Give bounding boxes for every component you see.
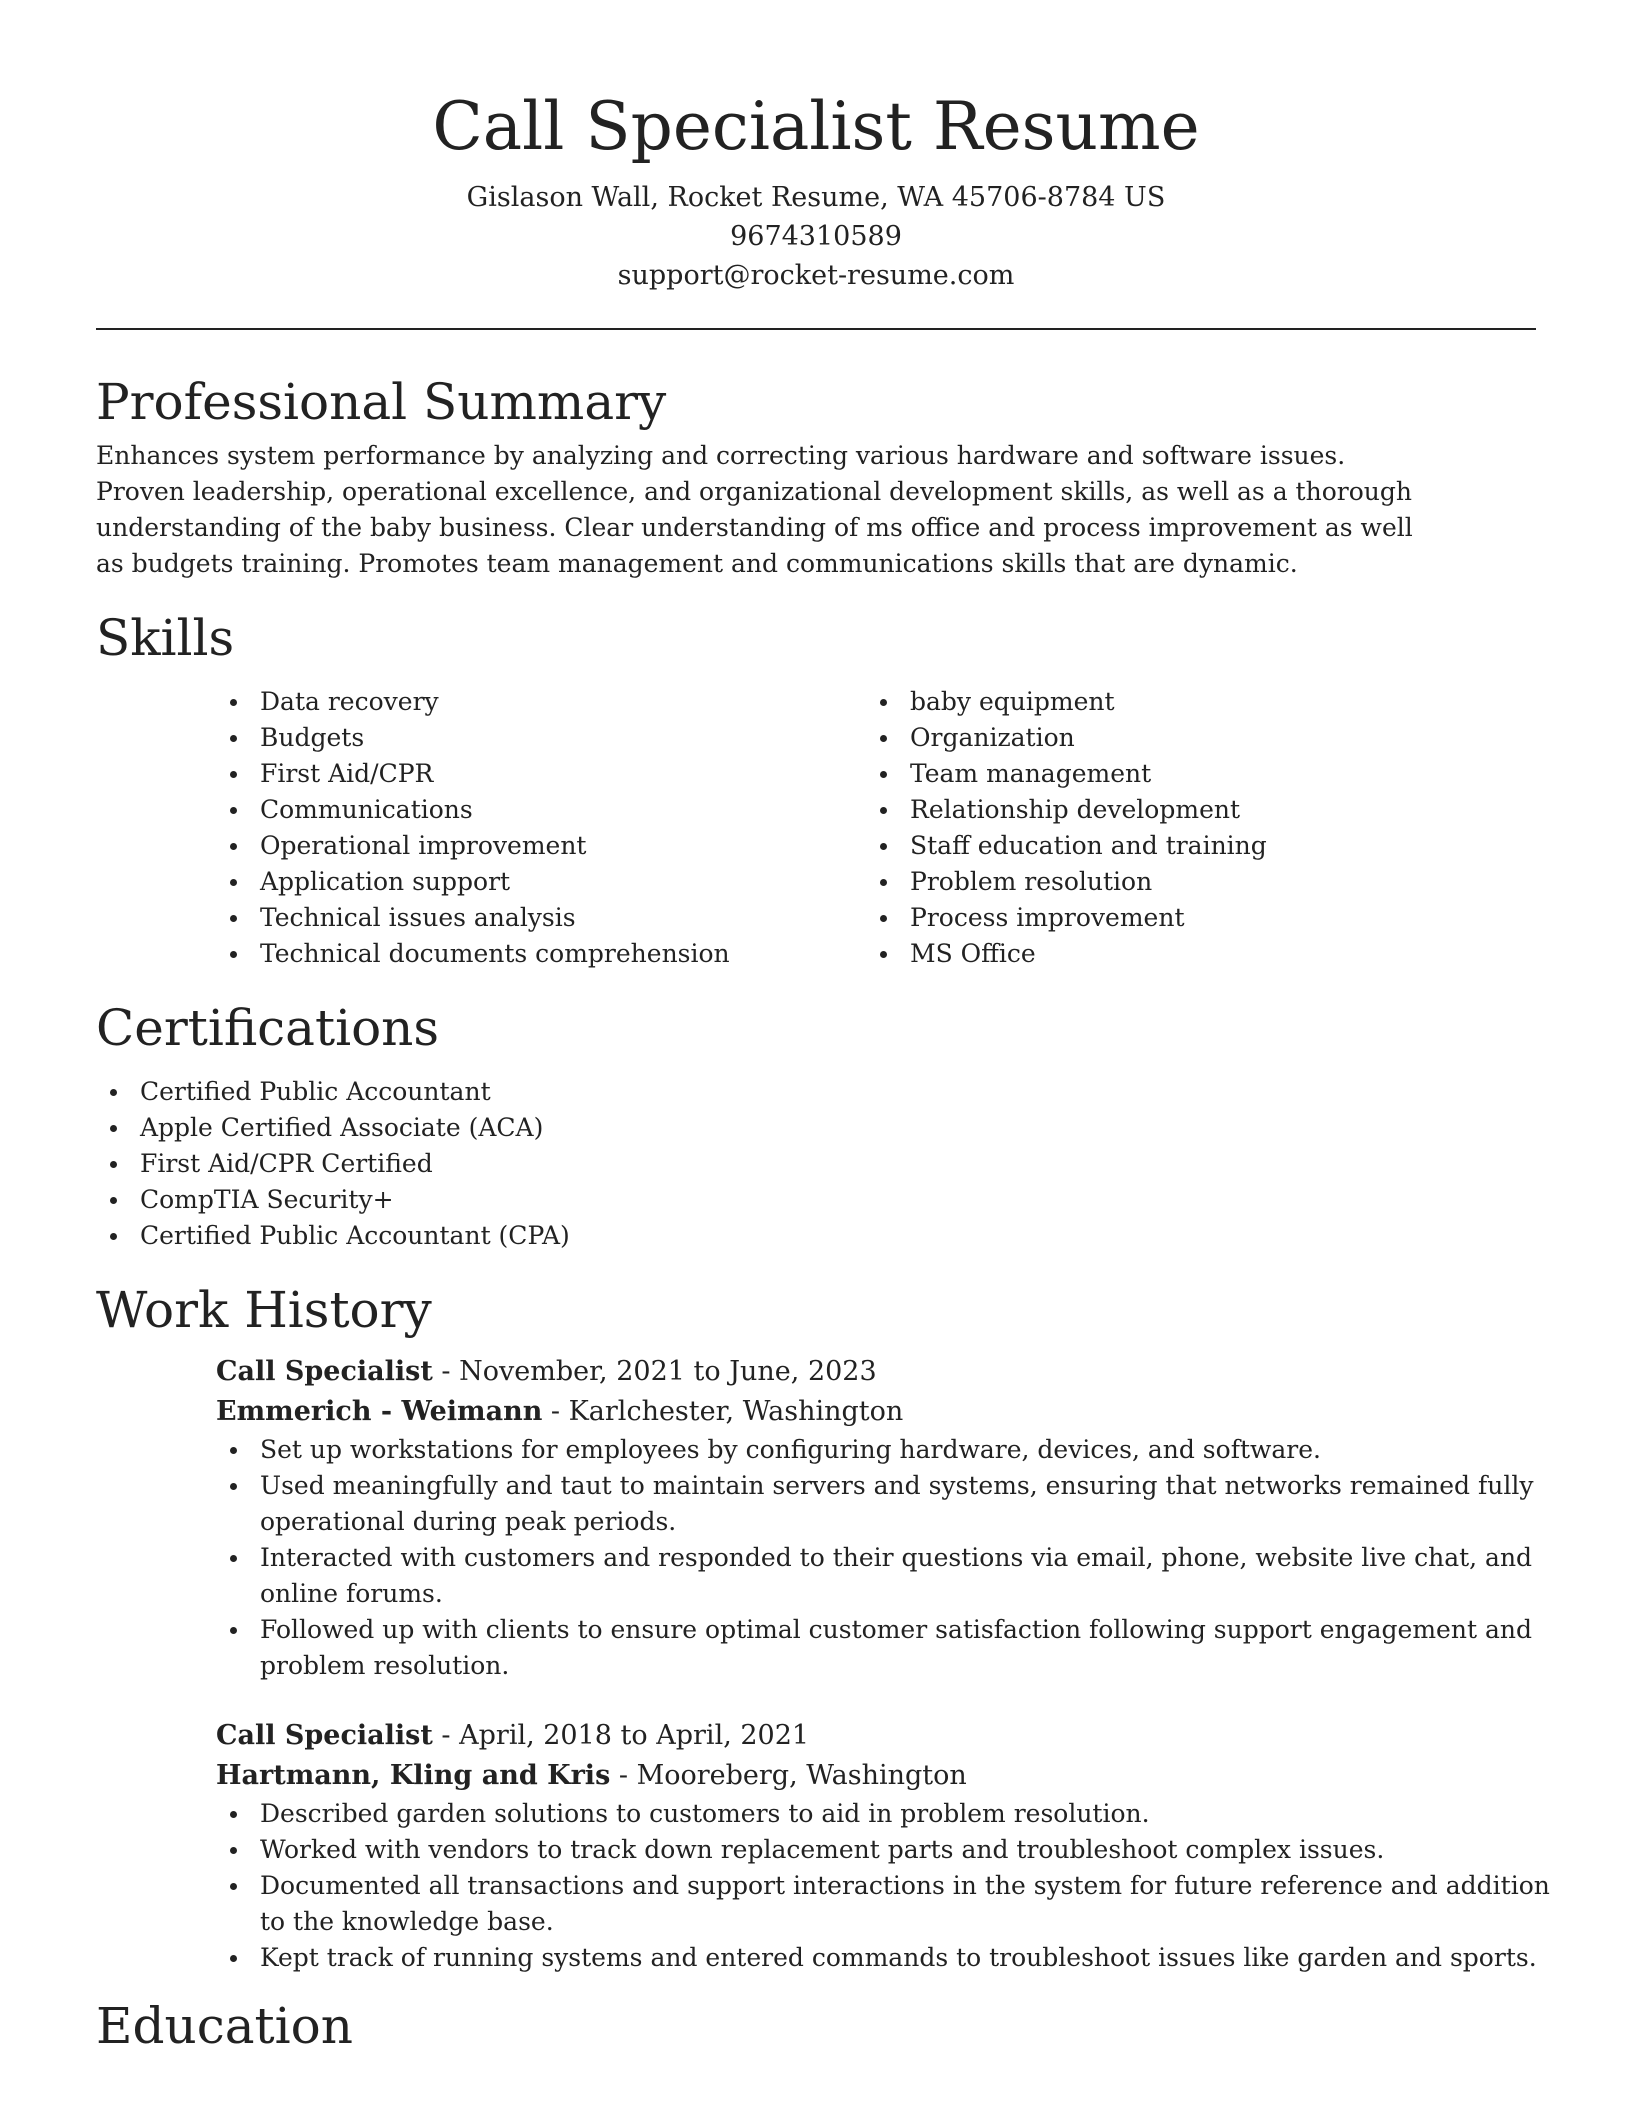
job-bullets bbox=[216, 1432, 1556, 1684]
skill-item: Budgets bbox=[216, 720, 866, 756]
job-location: - Karlchester, Washington bbox=[542, 1396, 904, 1427]
skill-item: Relationship development bbox=[866, 792, 1516, 828]
skill-item: Staff education and training bbox=[866, 828, 1516, 864]
skills-section bbox=[96, 606, 1536, 972]
page-title: Call Specialist Resume bbox=[432, 88, 1200, 165]
job-company: Hartmann, Kling and Kris bbox=[216, 1760, 611, 1791]
resume-header bbox=[96, 0, 1536, 295]
job-bullet: Interacted with customers and responded to their questions via email, phone, website live chat, and online forums. bbox=[216, 1540, 1556, 1612]
skill-item: Problem resolution bbox=[866, 864, 1516, 900]
certifications-section bbox=[96, 996, 1536, 1254]
job-company-line bbox=[216, 1392, 1536, 1432]
education-section bbox=[96, 1994, 1536, 2058]
skill-item: MS Office bbox=[866, 936, 1516, 972]
skills-list-right bbox=[866, 684, 1516, 972]
job-bullets bbox=[216, 1796, 1556, 1976]
summary-text: Enhances system performance by analyzing and correcting various hardware and software issues. Proven leadership, operational excellence, and organizational development skills, as well as a thorough understanding of the baby business. Clear understanding of ms office and process improvement as well as budgets training. Promotes team management and communications skills that are dynamic. bbox=[96, 441, 1413, 578]
contact-address: Gislason Wall, Rocket Resume, WA 45706-8784 US bbox=[466, 182, 1166, 213]
job-bullet: Set up workstations for employees by configuring hardware, devices, and software. bbox=[216, 1432, 1556, 1468]
job-location: - Mooreberg, Washington bbox=[610, 1760, 967, 1791]
certification-item: CompTIA Security+ bbox=[96, 1182, 1536, 1218]
job-title: Call Specialist bbox=[216, 1720, 433, 1751]
skill-item: Technical documents comprehension bbox=[216, 936, 866, 972]
job-entry bbox=[216, 1716, 1550, 1976]
certifications-list bbox=[96, 1074, 1536, 1254]
job-dates: - April, 2018 to April, 2021 bbox=[432, 1720, 810, 1751]
section-heading-summary: Professional Summary bbox=[96, 373, 667, 431]
skill-item: Organization bbox=[866, 720, 1516, 756]
section-heading-work-history: Work History bbox=[96, 1281, 432, 1339]
job-bullet: Described garden solutions to customers to aid in problem resolution. bbox=[216, 1796, 1556, 1832]
certification-item: Certified Public Accountant (CPA) bbox=[96, 1218, 1536, 1254]
job-title-line bbox=[216, 1716, 1536, 1756]
job-company-line bbox=[216, 1756, 1536, 1796]
skill-item: First Aid/CPR bbox=[216, 756, 866, 792]
job-company: Emmerich - Weimann bbox=[216, 1396, 543, 1427]
job-title-line bbox=[216, 1352, 1536, 1392]
header-divider bbox=[96, 328, 1536, 330]
work-history-section bbox=[96, 1278, 1550, 1976]
skill-item: Data recovery bbox=[216, 684, 866, 720]
job-bullet: Worked with vendors to track down replacement parts and troubleshoot complex issues. bbox=[216, 1832, 1556, 1868]
certification-item: Certified Public Accountant bbox=[96, 1074, 1536, 1110]
contact-block bbox=[96, 178, 1536, 295]
job-bullet: Documented all transactions and support interactions in the system for future reference and addition to the knowledge base. bbox=[216, 1868, 1556, 1940]
skill-item: Process improvement bbox=[866, 900, 1516, 936]
certification-item: Apple Certified Associate (ACA) bbox=[96, 1110, 1536, 1146]
job-bullet: Used meaningfully and taut to maintain servers and systems, ensuring that networks remained fully operational during peak periods. bbox=[216, 1468, 1556, 1540]
summary-section bbox=[96, 370, 1536, 582]
skill-item: Technical issues analysis bbox=[216, 900, 866, 936]
skill-item: Application support bbox=[216, 864, 866, 900]
section-heading-certifications: Certifications bbox=[96, 999, 440, 1057]
skill-item: Team management bbox=[866, 756, 1516, 792]
skills-list-left bbox=[216, 684, 866, 972]
job-bullet: Followed up with clients to ensure optimal customer satisfaction following support engagement and problem resolution. bbox=[216, 1612, 1556, 1684]
job-entry bbox=[216, 1352, 1536, 1684]
contact-phone: 9674310589 bbox=[730, 221, 902, 252]
section-heading-skills: Skills bbox=[96, 609, 235, 667]
skill-item: Operational improvement bbox=[216, 828, 866, 864]
certification-item: First Aid/CPR Certified bbox=[96, 1146, 1536, 1182]
job-dates: - November, 2021 to June, 2023 bbox=[432, 1356, 877, 1387]
skills-columns bbox=[216, 684, 1536, 972]
contact-email: support@rocket-resume.com bbox=[617, 260, 1015, 291]
skill-item: Communications bbox=[216, 792, 866, 828]
job-title: Call Specialist bbox=[216, 1356, 433, 1387]
job-bullet: Kept track of running systems and entered commands to troubleshoot issues like garden and sports. bbox=[216, 1940, 1556, 1976]
skill-item: baby equipment bbox=[866, 684, 1516, 720]
section-heading-education: Education bbox=[96, 1997, 353, 2055]
resume-page bbox=[96, 0, 1550, 2058]
